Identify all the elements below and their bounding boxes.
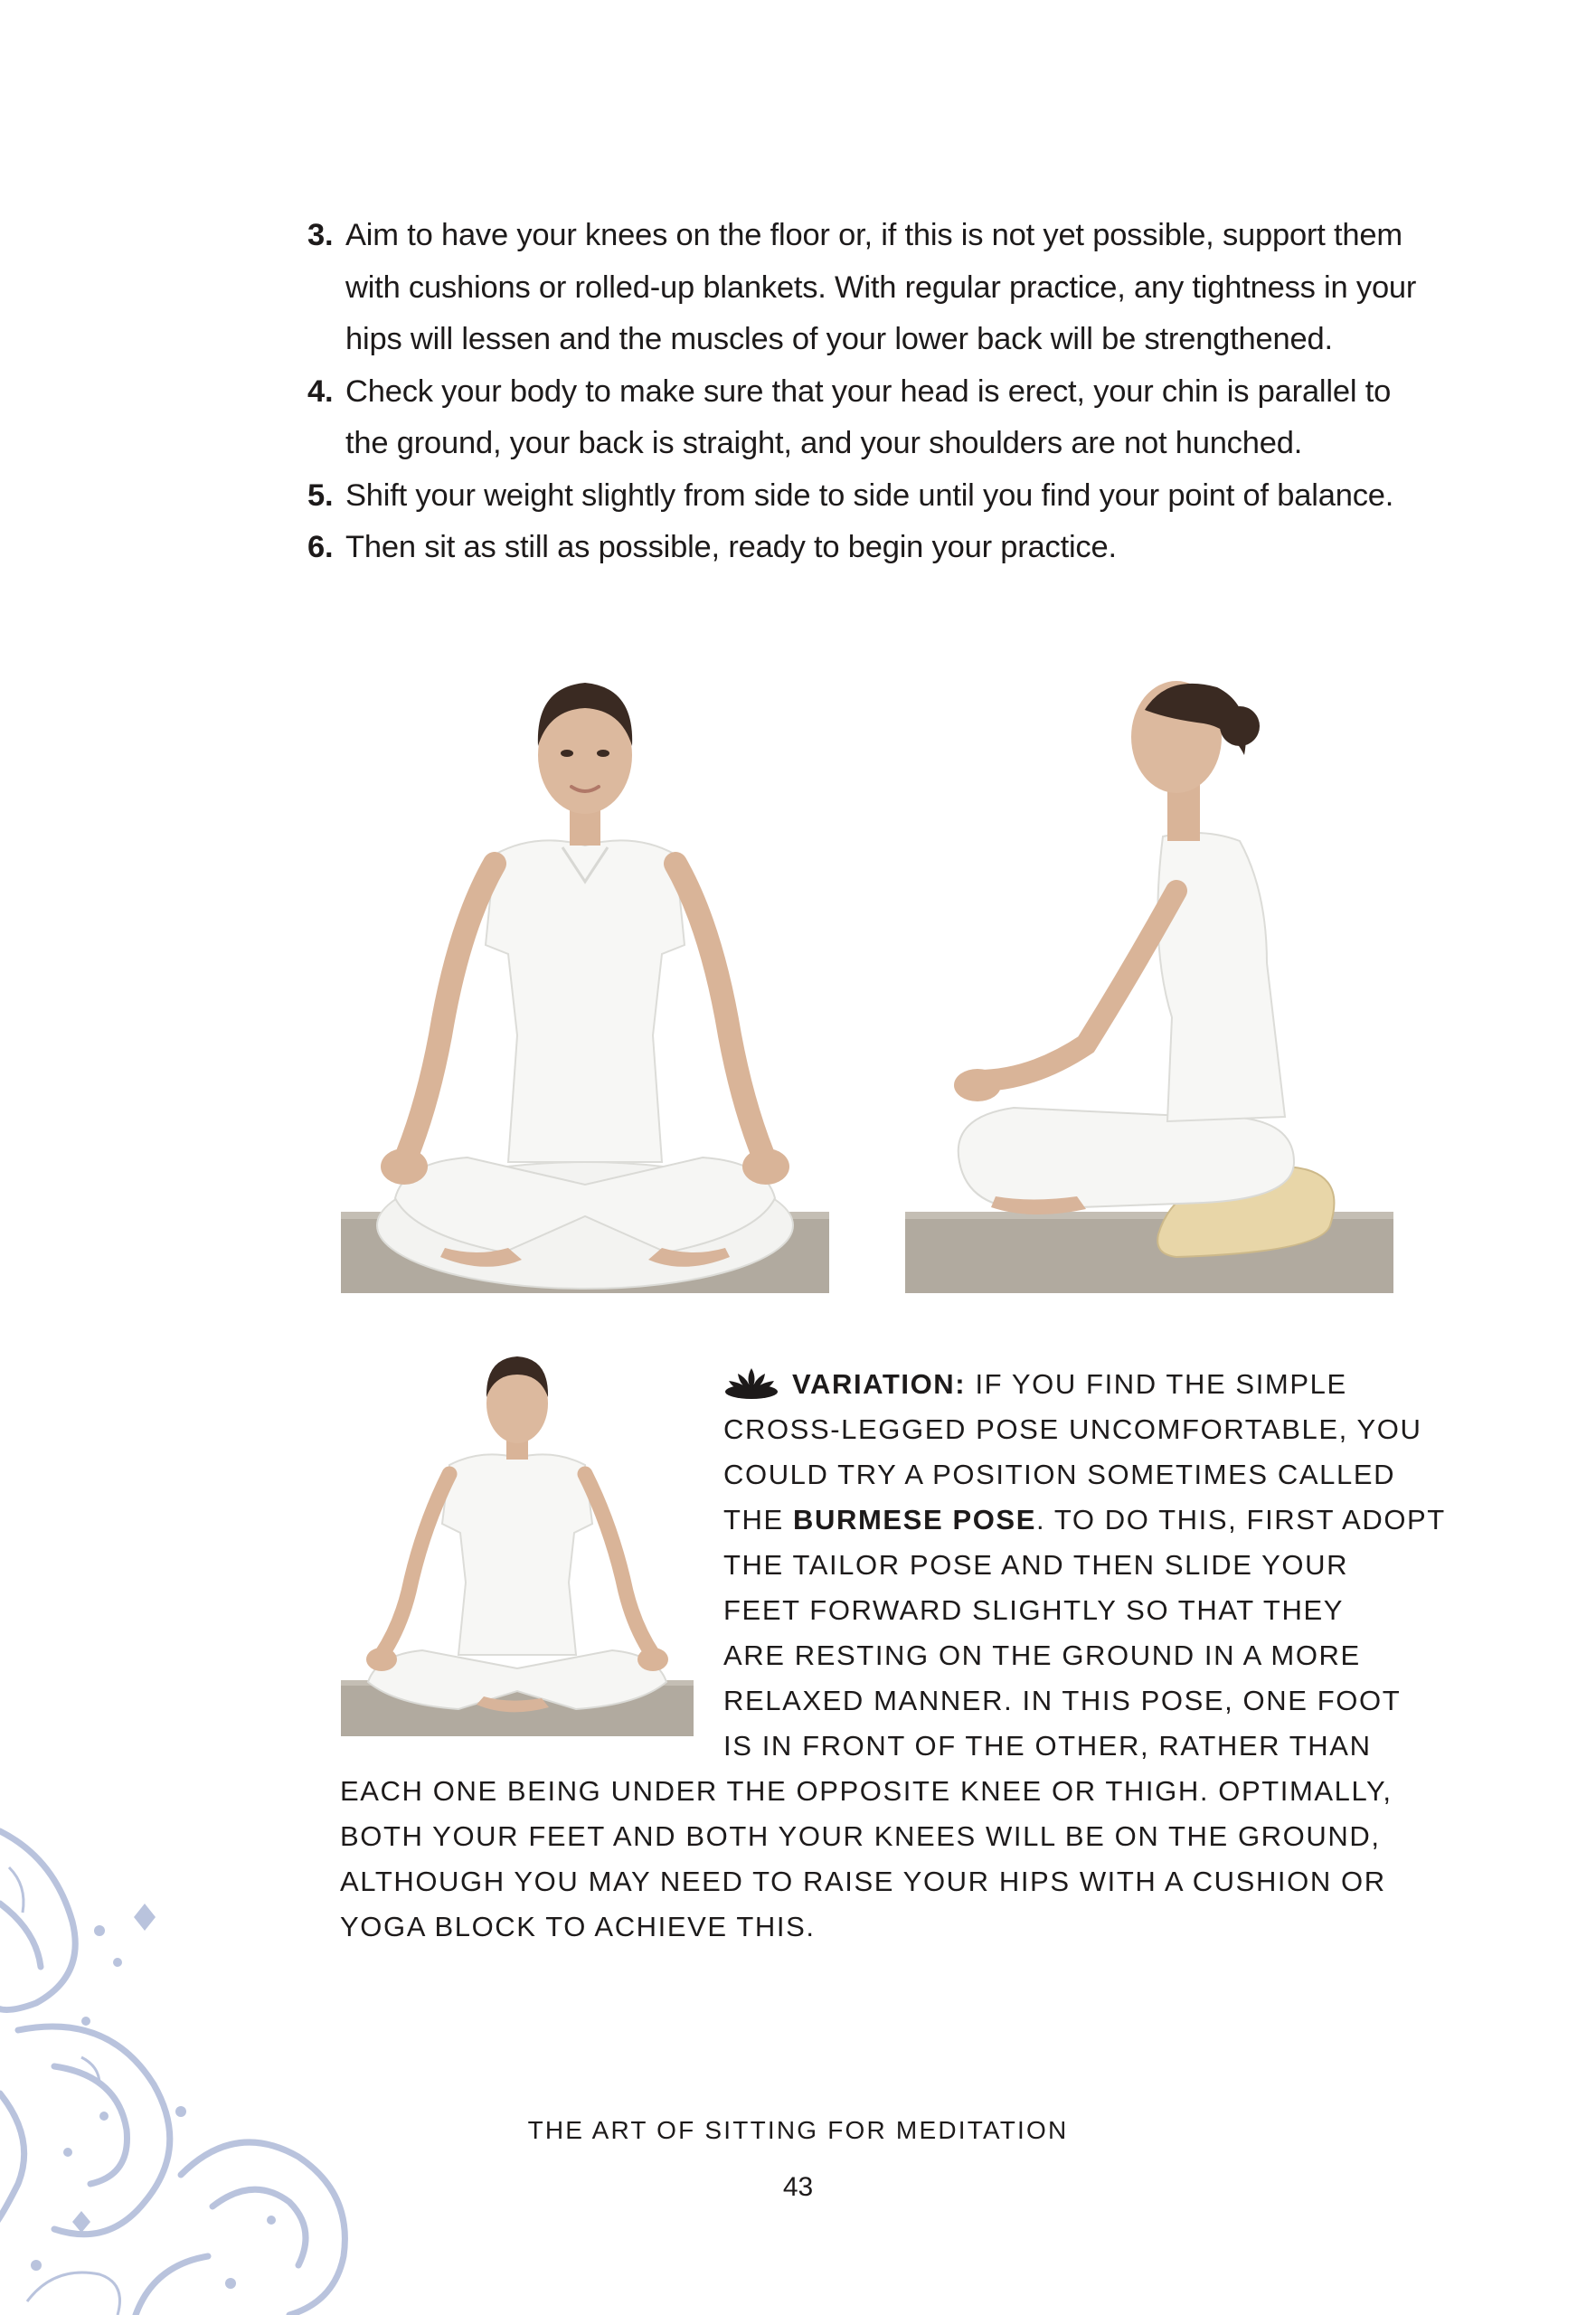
variation-line: ARE RESTING ON THE GROUND IN A MORE <box>723 1639 1361 1671</box>
seated-woman-front-illustration <box>341 656 829 1293</box>
step-text-line: hips will lessen and the muscles of your lower back will be strengthened. <box>345 322 1333 356</box>
lotus-icon <box>723 1365 779 1401</box>
variation-line: RELAXED MANNER. IN THIS POSE, ONE FOOT <box>723 1685 1402 1716</box>
paisley-ornament-icon <box>0 1795 398 2315</box>
variation-line-text: THE <box>723 1504 794 1535</box>
seated-woman-side-illustration <box>905 656 1393 1293</box>
photo-easy-pose-side <box>905 656 1393 1293</box>
variation-text <box>723 1362 1446 1769</box>
step-text-line: Check your body to make sure that your head is erect, your chin is parallel to <box>345 373 1392 409</box>
photo-easy-pose-front <box>341 656 829 1293</box>
step-5 <box>307 470 1406 523</box>
step-text-line: Shift your weight slightly from side to side until you find your point of balance. <box>345 477 1394 513</box>
variation-line: IS IN FRONT OF THE OTHER, RATHER THAN <box>723 1730 1372 1762</box>
variation-line: THE TAILOR POSE AND THEN SLIDE YOUR <box>723 1549 1349 1581</box>
step-6 <box>307 522 1406 574</box>
variation-line-text: . TO DO THIS, FIRST ADOPT <box>1036 1504 1446 1535</box>
step-number: 4. <box>307 373 334 409</box>
step-number: 6. <box>307 530 334 564</box>
step-3 <box>307 210 1417 366</box>
variation-line: YOGA BLOCK TO ACHIEVE THIS. <box>340 1911 816 1942</box>
step-text-line: the ground, your back is straight, and your shoulders are not hunched. <box>345 426 1303 460</box>
burmese-pose-term: BURMESE POSE <box>793 1504 1036 1535</box>
burmese-pose-illustration <box>341 1347 694 1736</box>
variation-line: EACH ONE BEING UNDER THE OPPOSITE KNEE OR THIGH. OPTIMALLY, <box>340 1775 1393 1807</box>
photo-burmese-pose <box>341 1347 694 1736</box>
instruction-steps <box>307 210 1417 574</box>
variation-text-continued <box>340 1769 1416 1950</box>
step-4 <box>307 366 1406 470</box>
step-number: 3. <box>307 218 334 252</box>
variation-line: ALTHOUGH YOU MAY NEED TO RAISE YOUR HIPS WITH A CUSHION OR <box>340 1866 1386 1897</box>
step-text-line: with cushions or rolled-up blankets. With regular practice, any tightness in your <box>345 269 1417 305</box>
step-text-line: Aim to have your knees on the floor or, if this is not yet possible, support them <box>345 218 1402 252</box>
variation-line: FEET FORWARD SLIGHTLY SO THAT THEY <box>723 1594 1345 1626</box>
page-number: 43 <box>782 2172 814 2202</box>
variation-line <box>723 1498 1446 1543</box>
variation-line <box>723 1362 1411 1407</box>
variation-line: CROSS-LEGGED POSE UNCOMFORTABLE, YOU <box>723 1413 1422 1445</box>
variation-line: BOTH YOUR FEET AND BOTH YOUR KNEES WILL BE ON THE GROUND, <box>340 1820 1381 1852</box>
variation-label: VARIATION: <box>792 1368 967 1400</box>
variation-line: COULD TRY A POSITION SOMETIMES CALLED <box>723 1459 1396 1490</box>
running-title: THE ART OF SITTING FOR MEDITATION <box>527 2116 1069 2144</box>
step-number: 5. <box>307 477 334 513</box>
step-text-line: Then sit as still as possible, ready to begin your practice. <box>345 530 1117 564</box>
variation-line-text: IF YOU FIND THE SIMPLE <box>975 1368 1347 1400</box>
